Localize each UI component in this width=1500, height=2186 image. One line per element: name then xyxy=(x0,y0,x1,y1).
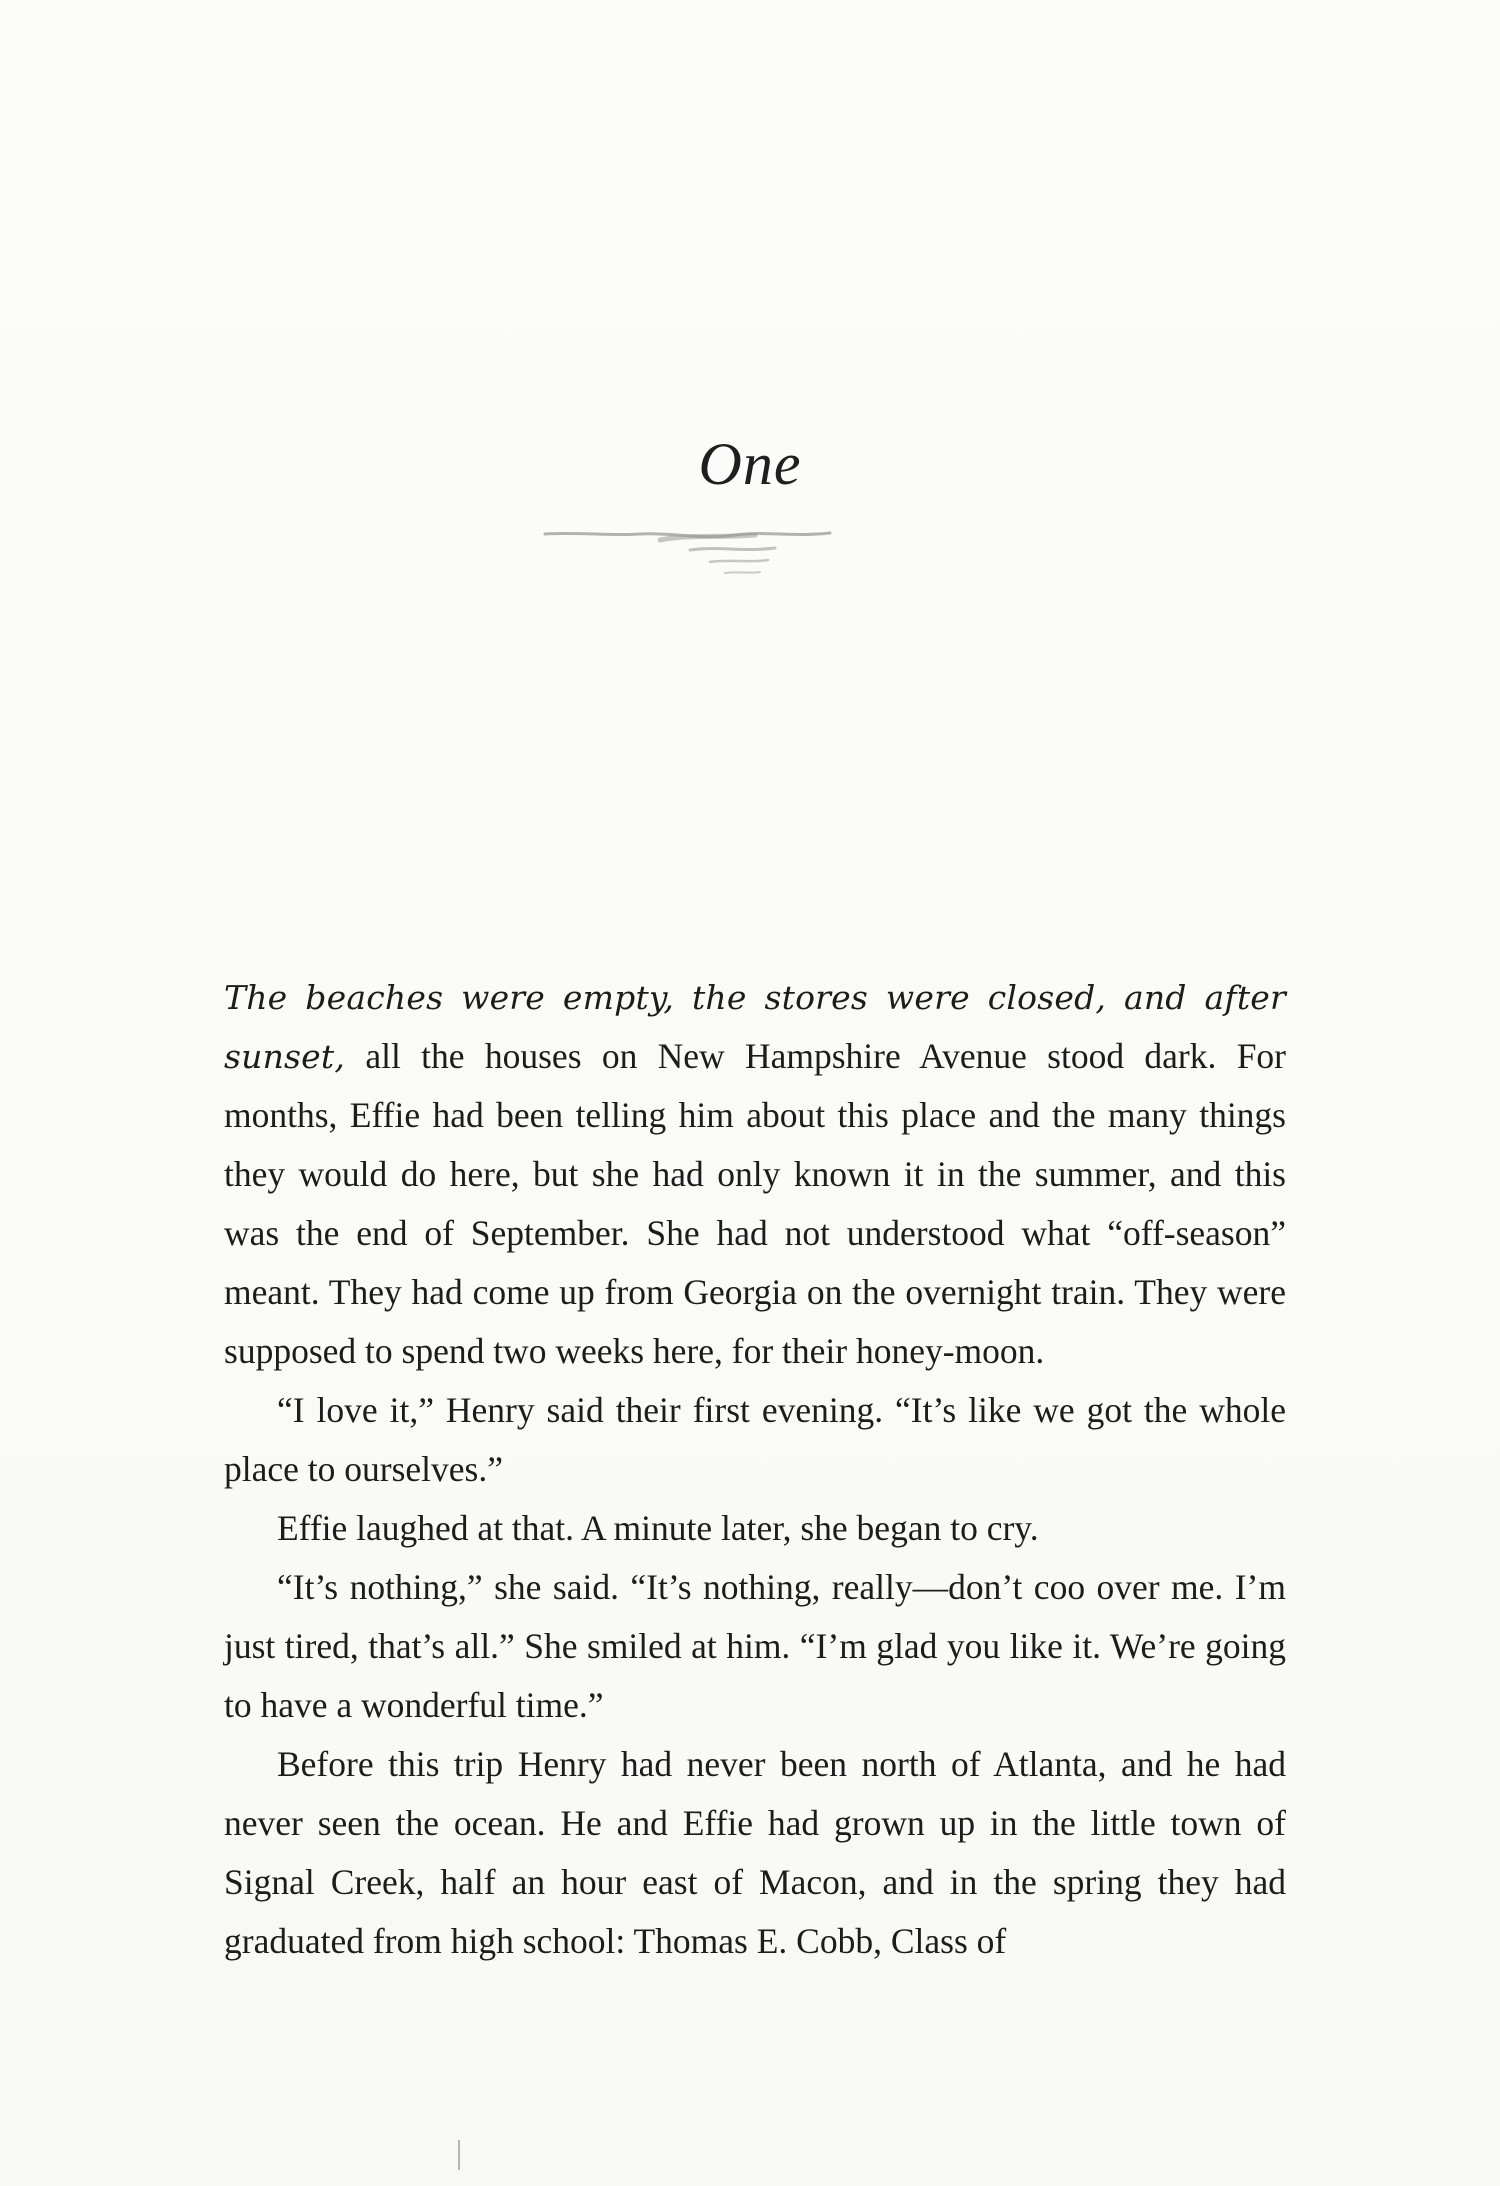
chapter-body xyxy=(224,968,1286,1971)
paragraph: “I love it,” Henry said their first evening. “It’s like we got the whole place to ourselves.” xyxy=(224,1390,1286,1489)
wave-ornament-icon xyxy=(540,520,840,610)
paragraph: Before this trip Henry had never been north of Atlanta, and he had never seen the ocean. He and Effie had grown up in the little town of Signal Creek, half an hour east of Macon, and in the spring they had graduated from high school: Thomas E. Cobb, Class of xyxy=(224,1744,1286,1961)
paragraph xyxy=(224,968,1286,1381)
paragraph: “It’s nothing,” she said. “It’s nothing, really—don’t coo over me. I’m just tired, that’s all.” She smiled at him. “I’m glad you like it. We’re going to have a wonderful time.” xyxy=(224,1567,1286,1725)
paragraph-text: all the houses on New Hampshire Avenue stood dark. For months, Effie had been telling him about this place and the many things they would do here, but she had only known it in the summer, and this was the end of September. She had not understood what “off-season” meant. They had come up from Georgia on the overnight train. They were supposed to spend two weeks here, for their honey-moon. xyxy=(224,1036,1287,1371)
scan-mark xyxy=(458,2140,460,2170)
italic-lead-in: The beaches were empty, the stores were closed, and after sunset, xyxy=(224,978,1286,1076)
chapter-title: One xyxy=(698,431,802,497)
paragraph: Effie laughed at that. A minute later, she began to cry. xyxy=(277,1508,1039,1548)
